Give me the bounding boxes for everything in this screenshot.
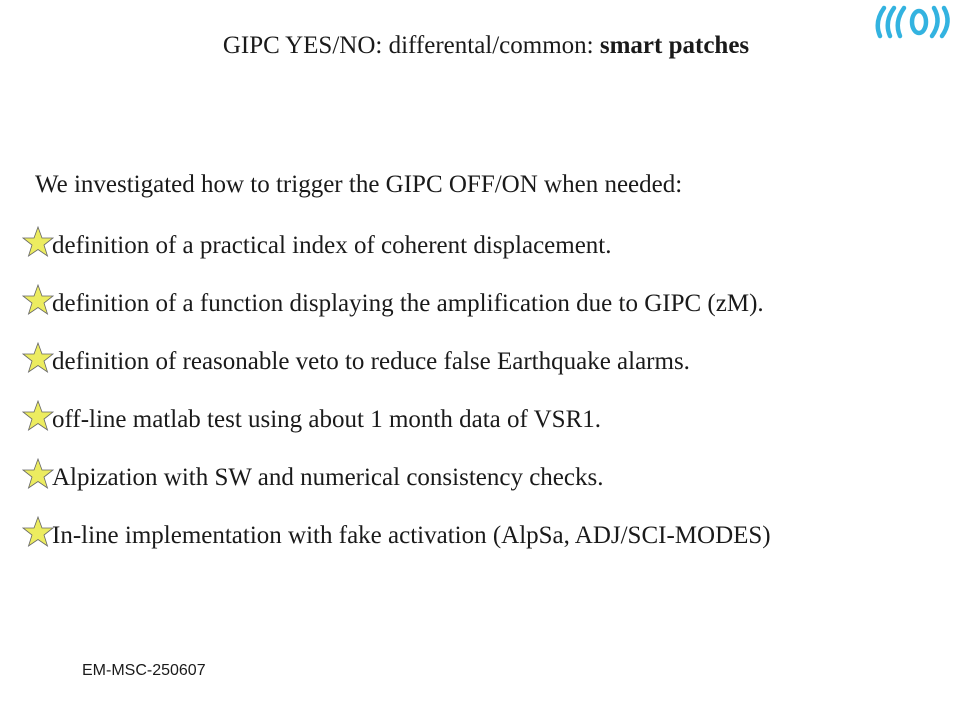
star-icon — [22, 516, 54, 548]
bullet-text: definition of a practical index of coherent displacement. — [52, 232, 612, 259]
bullet-item — [0, 516, 960, 556]
bullet-item — [0, 226, 960, 266]
star-icon — [22, 458, 54, 490]
star-icon — [22, 400, 54, 432]
bullet-text: definition of a function displaying the amplification due to GIPC (zM). — [52, 290, 764, 317]
bullet-text: Alpization with SW and numerical consistency checks. — [52, 464, 604, 491]
bullet-item — [0, 458, 960, 498]
title-bold: smart patches — [599, 32, 750, 59]
bullet-item — [0, 342, 960, 382]
footer-label: EM-MSC-250607 — [82, 662, 206, 679]
intro-text: We investigated how to trigger the GIPC OFF/ON when needed: — [35, 171, 683, 198]
bullet-item — [0, 284, 960, 324]
star-icon — [22, 284, 54, 316]
bullet-text: In-line implementation with fake activation (AlpSa, ADJ/SCI-MODES) — [52, 522, 771, 549]
bullet-item — [0, 400, 960, 440]
slide-title — [0, 32, 960, 60]
bullet-text: off-line matlab test using about 1 month data of VSR1. — [52, 406, 602, 433]
bullet-text: definition of reasonable veto to reduce false Earthquake alarms. — [52, 348, 690, 375]
star-icon — [22, 342, 54, 374]
star-icon — [22, 226, 54, 258]
title-plain: GIPC YES/NO: differental/common: — [222, 32, 600, 59]
